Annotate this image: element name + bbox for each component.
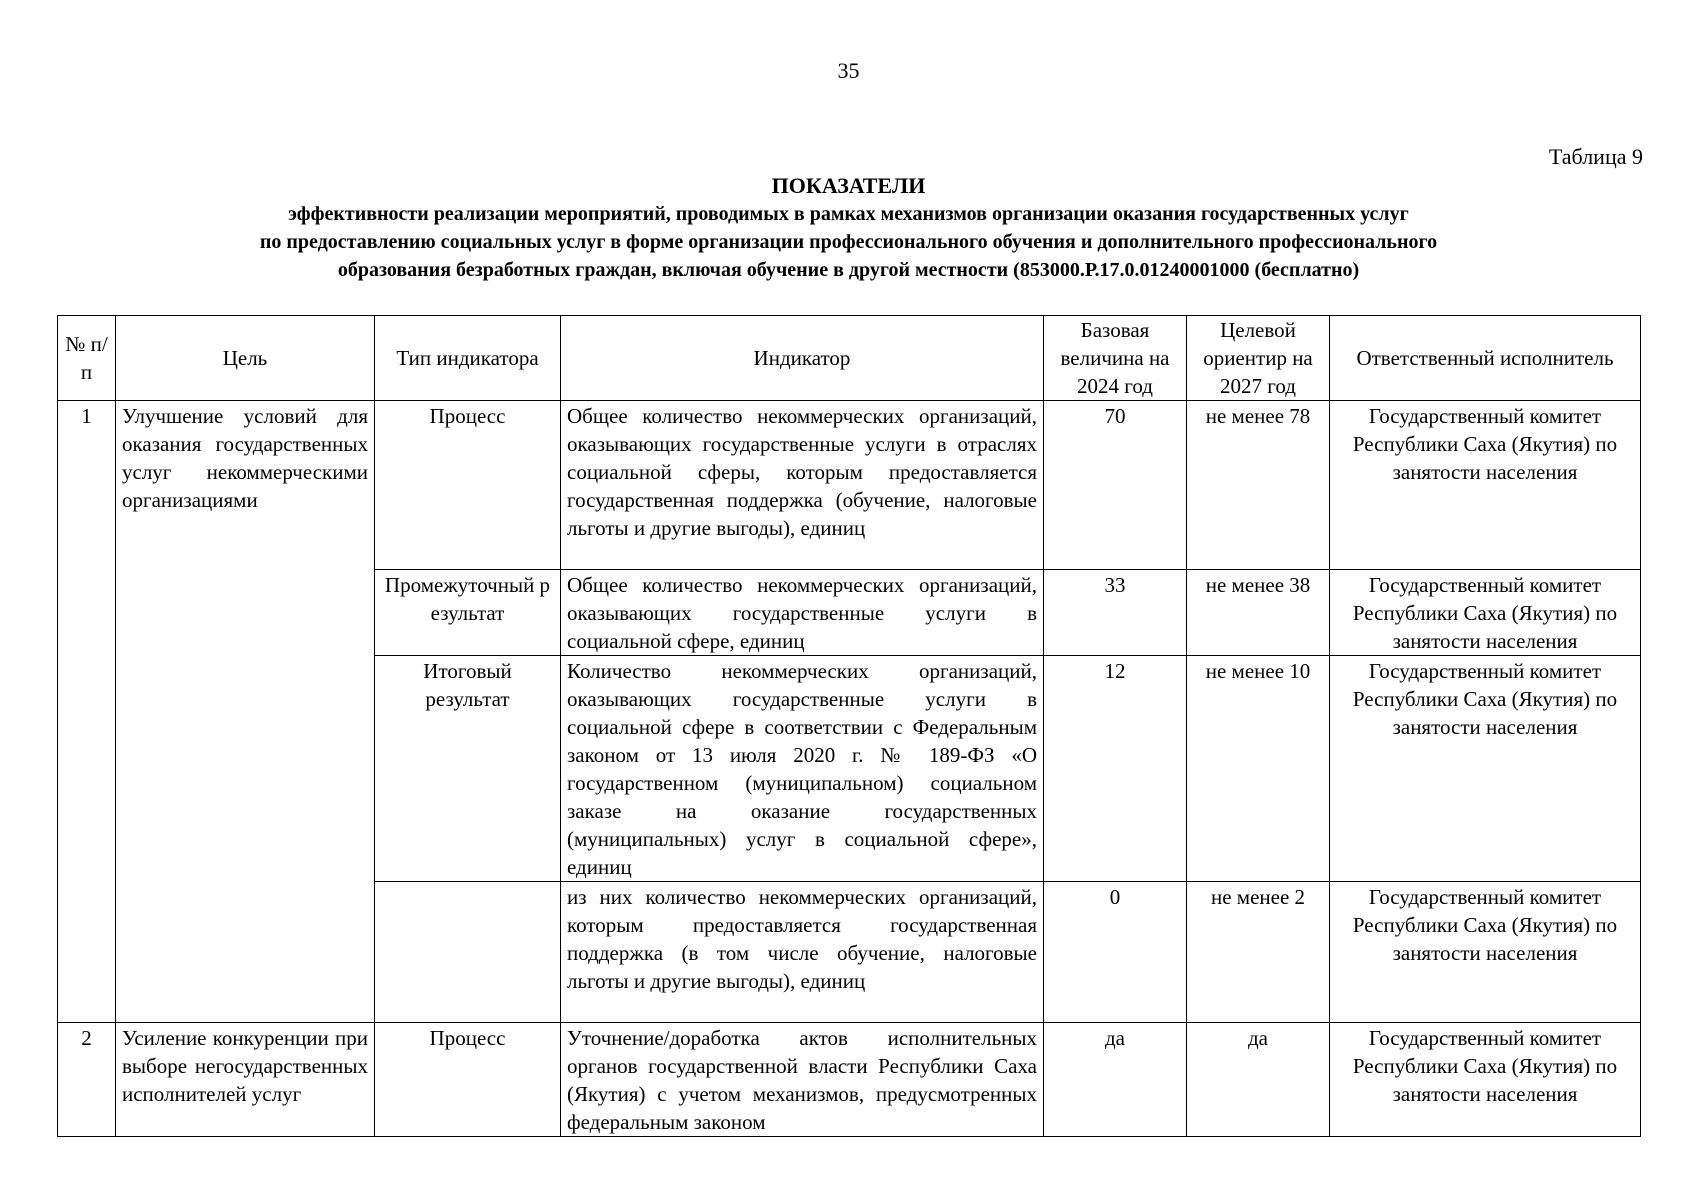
indicator-type: Итоговый результат [375,656,561,882]
table-label: Таблица 9 [1548,144,1643,169]
indicator-text: Общее количество некоммерческих организаций, оказывающих государственные услуги в социальной сфере, единиц [561,570,1044,656]
responsible-executor: Государственный комитет Республики Саха (Якутия) по занятости населения [1330,882,1641,1023]
header-indicator: Индикатор [561,316,1044,401]
table-row [58,1023,1641,1137]
indicator-type: Процесс [375,401,561,570]
page-number: 35 [837,58,860,83]
title-main: ПОКАЗАТЕЛИ [771,173,926,198]
target-value: не менее 10 [1187,656,1330,882]
header-responsible: Ответственный исполнитель [1330,316,1641,401]
target-value: не менее 2 [1187,882,1330,1023]
title-line-1: эффективности реализации мероприятий, проводимых в рамках механизмов организации оказания государственных услуг [288,203,1409,225]
row-num: 2 [58,1023,116,1137]
header-type: Тип индикатора [375,316,561,401]
target-value: да [1187,1023,1330,1137]
indicator-type [375,882,561,1023]
title-line-2: по предоставлению социальных услуг в форме организации профессионального обучения и дополнительного профессионального [259,231,1438,253]
target-value: не менее 38 [1187,570,1330,656]
indicator-type: Процесс [375,1023,561,1137]
base-value: 70 [1044,401,1187,570]
indicator-type: Промежуточный результат [375,570,561,656]
indicator-text: Общее количество некоммерческих организаций, оказывающих государственные услуги в отраслях социальной сферы, которым предоставляется государственная поддержка (обучение, налоговые льготы и другие выгоды), единиц [561,401,1044,570]
row-num: 1 [58,401,116,1023]
table-header-row [58,316,1641,401]
responsible-executor: Государственный комитет Республики Саха (Якутия) по занятости населения [1330,1023,1641,1137]
header-num: № п/п [58,316,116,401]
indicator-text: из них количество некоммерческих организаций, которым предоставляется государственная поддержка (в том числе обучение, налоговые льготы и другие выгоды), единиц [561,882,1044,1023]
header-base: Базовая величина на 2024 год [1044,316,1187,401]
header-target: Целевой ориентир на 2027 год [1187,316,1330,401]
row-goal: Усиление конкуренции при выборе негосударственных исполнителей услуг [116,1023,375,1137]
target-value: не менее 78 [1187,401,1330,570]
base-value: 0 [1044,882,1187,1023]
title-line-3: образования безработных граждан, включая обучение в другой местности (853000.Р.17.0.01240001000 (бесплатно) [337,259,1360,281]
responsible-executor: Государственный комитет Республики Саха (Якутия) по занятости населения [1330,401,1641,570]
base-value: 33 [1044,570,1187,656]
indicator-text: Уточнение/доработка актов исполнительных органов государственной власти Республики Саха (Якутия) с учетом механизмов, предусмотренных федеральным законом [561,1023,1044,1137]
responsible-executor: Государственный комитет Республики Саха (Якутия) по занятости населения [1330,570,1641,656]
responsible-executor: Государственный комитет Республики Саха (Якутия) по занятости населения [1330,656,1641,882]
indicator-text: Количество некоммерческих организаций, оказывающих государственные услуги в социальной сфере в соответствии с Федеральным законом от 13 июля 2020 г. № 189-ФЗ «О государственном (муниципальном) социальном заказе на оказание государственных (муниципальных) услуг в социальной сфере», единиц [561,656,1044,882]
indicators-table [57,315,1641,1137]
base-value: да [1044,1023,1187,1137]
header-goal: Цель [116,316,375,401]
document-title [0,172,1697,284]
base-value: 12 [1044,656,1187,882]
table-row [58,401,1641,570]
row-goal: Улучшение условий для оказания государственных услуг некоммерческими организациями [116,401,375,1023]
